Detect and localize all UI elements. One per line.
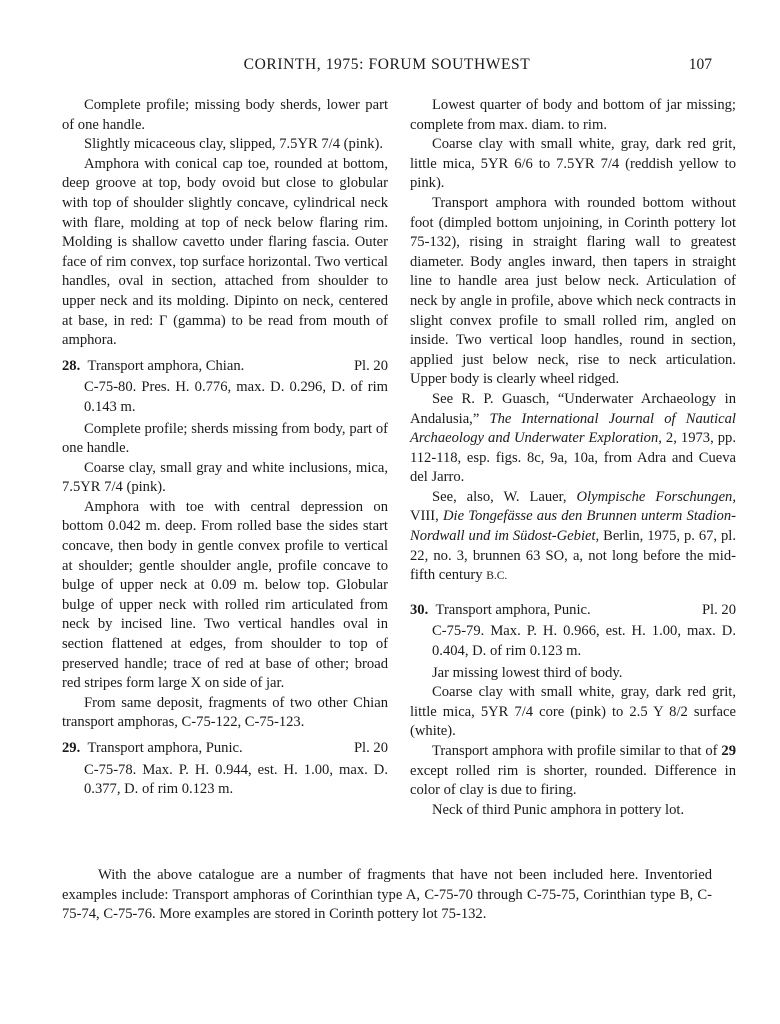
- entry-title: [410, 601, 591, 621]
- paragraph: Jar missing lowest third of body.: [432, 664, 623, 681]
- entry-title: [62, 739, 243, 759]
- measurements: C-75-79. Max. P. H. 0.966, est. H. 1.00, max. D. 0.404, D. of rim 0.123 m.: [432, 623, 736, 660]
- reference-paragraph: See, also, W. Lauer, Olympische Forschungen, VIII, Die Tongefässe aus den Brunnen unterm Stadion-Nordwall und im Südost-Gebiet, Berlin, 1975, p. 67, pl. 22, no. 3, brunnen 63 SO, a, not long before the mid-fifth century B.C.: [410, 488, 736, 584]
- entry-number: 30.: [410, 601, 429, 618]
- entry-cross-reference: 29: [721, 743, 736, 759]
- paragraph: Coarse clay, small gray and white inclusions, mica, 7.5YR 7/4 (pink).: [62, 459, 388, 496]
- journal-title: The International Journal of Nautical Archaeology and Underwater Exploration,: [410, 410, 736, 447]
- plate-reference: Pl. 20: [353, 357, 388, 374]
- era-abbreviation: B.C.: [486, 570, 508, 583]
- plate-reference: Pl. 20: [353, 740, 388, 756]
- closing-paragraph: With the above catalogue are a number of fragments that have not been included here. Inventoried examples include: Transport amphoras of Corinthian type A, C-75-70 through C-75-75, Corinthian type B, C-75-74, C-75-76. More examples are stored in Corinth pottery lot 75-132.: [62, 867, 712, 923]
- measurements: C-75-80. Pres. H. 0.776, max. D. 0.296, D. of rim 0.143 m.: [84, 379, 388, 415]
- entry-name: Transport amphora, Punic.: [435, 601, 591, 618]
- entry-number: 29.: [62, 740, 81, 756]
- catalogue-entry-29-heading: [62, 739, 388, 759]
- paragraph: Slightly micaceous clay, slipped, 7.5YR 7/4 (pink).: [84, 136, 383, 153]
- entry-title: [62, 357, 244, 377]
- paragraph: From same deposit, fragments of two other Chian transport amphoras, C-75-122, C-75-123.: [62, 694, 388, 731]
- series-title: Olympische Forschungen,: [576, 488, 736, 505]
- paragraph: Neck of third Punic amphora in pottery lot.: [432, 801, 685, 818]
- paragraph: Transport amphora with profile similar to that of 29 except rolled rim is shorter, rounded. Difference in color of clay is due to firing.: [410, 743, 736, 799]
- paragraph: Coarse clay with small white, gray, dark red grit, little mica, 5YR 7/4 core (pink) to 2.5 Y 8/2 surface (white).: [410, 684, 736, 740]
- paragraph: Amphora with toe with central depression on bottom 0.042 m. deep. From rolled base the sides start concave, then body in gentle convex profile to vertical at shoulder; gentle shoulder angle, profile concave to bulge of upper neck at 0.09 m. below top. Globular bulge of upper neck with rolled rim articulated from neck by incised line. Two vertical handles oval in section flattened at edges, from shoulder to top of preserved handle; trace of red at base of other; broad red stripes form large X on side of jar.: [62, 498, 388, 692]
- plate-reference: Pl. 20: [701, 601, 736, 618]
- page-header: [62, 56, 712, 78]
- entry-name: Transport amphora, Chian.: [87, 357, 245, 374]
- reference-paragraph: See R. P. Guasch, “Underwater Archaeology in Andalusia,” The International Journal of Nautical Archaeology and Underwater Exploration, 2, 1973, pp. 112-118, esp. figs. 8c, 9a, 10a, from Adra and Cueva del Jarro.: [410, 390, 736, 486]
- paragraph: Coarse clay with small white, gray, dark red grit, little mica, 5YR 6/6 to 7.5YR 7/4 (reddish yellow to pink).: [410, 136, 736, 192]
- entry-name: Transport amphora, Punic.: [87, 740, 243, 756]
- right-column: [410, 96, 736, 820]
- measurements: C-75-78. Max. P. H. 0.944, est. H. 1.00, max. D. 0.377, D. of rim 0.123 m.: [84, 761, 388, 798]
- book-title: Die Tongefässe aus den Brunnen unterm Stadion-Nordwall und im Südost-Gebiet,: [410, 508, 736, 545]
- paragraph: Complete profile; sherds missing from body, part of one handle.: [62, 420, 388, 457]
- paragraph: Lowest quarter of body and bottom of jar missing; complete from max. diam. to rim.: [410, 97, 736, 133]
- left-column: [62, 96, 388, 802]
- paragraph: Amphora with conical cap toe, rounded at bottom, deep groove at top, body ovoid but close to globular with top of shoulder slightly concave, cylindrical neck with flare, molding at top of neck below flaring rim. Molding is shallow cavetto under flaring fascia. Outer face of rim convex, top surface horizontal. Two vertical handles, oval in section, attached from shoulder to upper neck and its molding. Dipinto on neck, centered at base, in red: Γ (gamma) to be read from mouth of amphora.: [62, 155, 388, 349]
- catalogue-entry-28-heading: [62, 357, 388, 377]
- catalogue-entry-30-heading: [410, 601, 736, 621]
- running-title: CORINTH, 1975: FORUM SOUTHWEST: [243, 56, 531, 73]
- paragraph: Transport amphora with rounded bottom without foot (dimpled bottom unjoining, in Corinth pottery lot 75-132), rising in straight flaring wall to greatest diameter. Body angles inward, then tapers in straight line to handle area just below neck. Articulation of neck by angle in profile, above which neck contracts in slight convex profile to small rolled rim, angled on inside. Two vertical loop handles, round in section, applied just below neck, rise to neck articulation. Upper body is clearly wheel ridged.: [410, 194, 736, 388]
- page-number: 107: [688, 56, 712, 73]
- paragraph: Complete profile; missing body sherds, lower part of one handle.: [62, 97, 388, 133]
- entry-number: 28.: [62, 357, 81, 374]
